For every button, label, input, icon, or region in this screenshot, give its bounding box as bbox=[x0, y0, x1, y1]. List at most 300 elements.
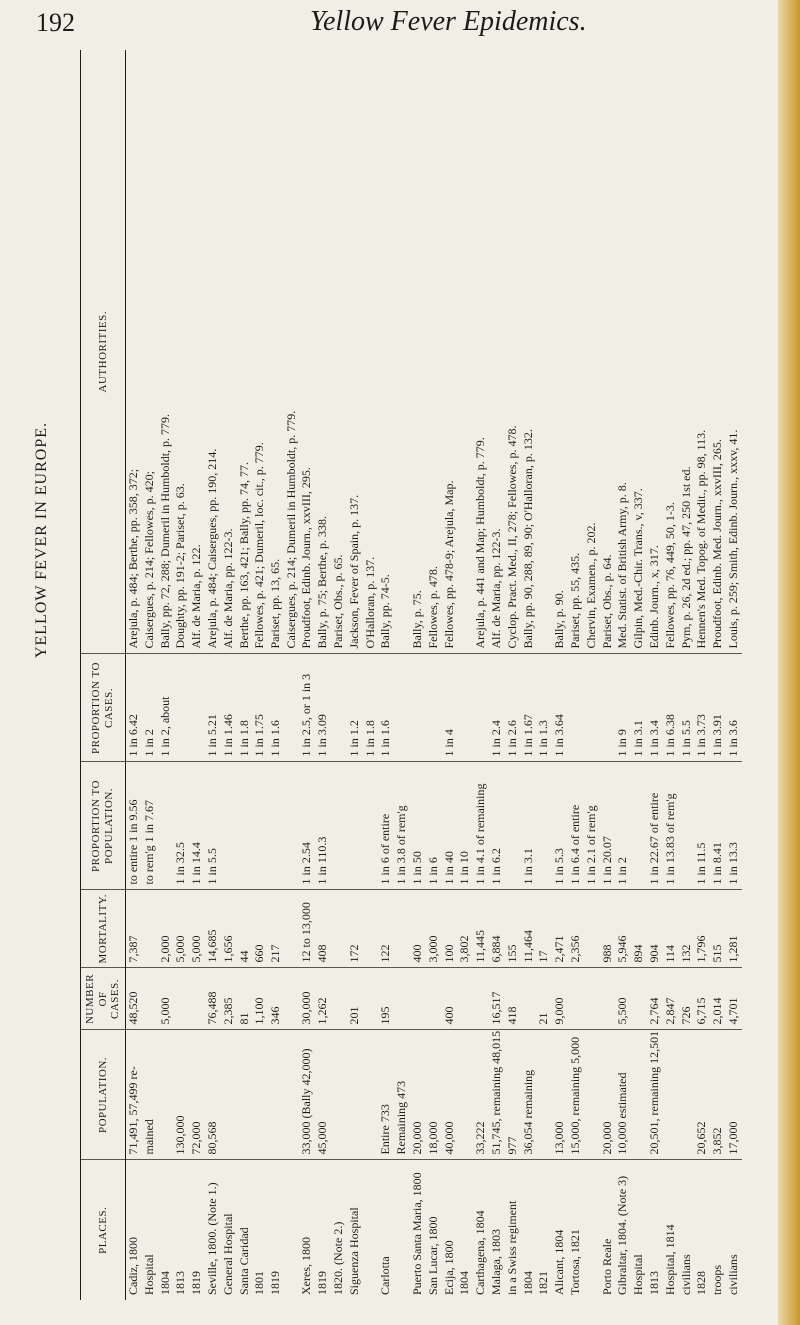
proportion-cases-cell: 1 in 3.09 bbox=[315, 654, 331, 762]
column-header: AUTHORITIES. bbox=[81, 50, 126, 654]
proportion-cases-cell: 1 in 2, about bbox=[158, 654, 174, 762]
mortality-cell: 1,796 bbox=[694, 890, 710, 968]
running-title: Yellow Fever Epidemics. bbox=[310, 6, 587, 37]
proportion-cases-cell: 1 in 1.67 bbox=[521, 654, 537, 762]
mortality-cell: 172 bbox=[347, 890, 363, 968]
table-row bbox=[158, 50, 174, 1300]
place-cell: Malaga, 1803 bbox=[488, 1229, 503, 1295]
proportion-cases-cell: 1 in 6.42 bbox=[126, 654, 142, 762]
table-row bbox=[600, 50, 616, 1300]
proportion-cases-cell: 1 in 9 bbox=[615, 654, 631, 762]
proportion-cases-cell: 1 in 1.75 bbox=[252, 654, 268, 762]
proportion-population-cell: 1 in 8.41 bbox=[710, 762, 726, 890]
population-cell: 33,000 (Bally 42,000) bbox=[299, 1030, 315, 1160]
mortality-cell: 400 bbox=[410, 890, 426, 968]
table-row bbox=[521, 50, 537, 1300]
proportion-population-cell: 1 in 3.1 bbox=[521, 762, 537, 890]
place-cell: 1821 bbox=[536, 1271, 551, 1295]
authority-cell: Med. Statist. of British Army, p. 8. bbox=[615, 50, 631, 654]
authority-cell: Fellowes, pp. 76, 449, 50, 1-3. bbox=[663, 50, 679, 654]
column-header: PROPORTION TO POPULATION. bbox=[81, 762, 126, 890]
mortality-cell: 11,445 bbox=[473, 890, 489, 968]
proportion-population-cell: 1 in 13.83 of rem'g bbox=[663, 762, 679, 890]
authority-cell: Pariset, pp. 13, 65. bbox=[268, 50, 284, 654]
proportion-cases-cell: 1 in 6.38 bbox=[663, 654, 679, 762]
proportion-cases-cell: 1 in 1.8 bbox=[363, 654, 379, 762]
proportion-cases-cell: 1 in 3.4 bbox=[647, 654, 663, 762]
population-cell bbox=[237, 1030, 253, 1160]
population-cell bbox=[221, 1030, 237, 1160]
authority-cell: Bally, p. 75. bbox=[410, 50, 426, 654]
place-cell: San Lucar, 1800 bbox=[425, 1216, 440, 1295]
table-row bbox=[221, 50, 237, 1300]
place-cell: 1819 bbox=[268, 1271, 283, 1295]
authority-cell: Arejula, p. 484; Berthe, pp. 358, 372; bbox=[126, 50, 142, 654]
column-header: MORTALITY. bbox=[81, 890, 126, 968]
authority-cell: Cyclop. Pract. Med., II, 278; Fellowes, p. 478. bbox=[505, 50, 521, 654]
cases-cell bbox=[568, 968, 584, 1030]
authority-cell: Bally, p. 90. bbox=[552, 50, 568, 654]
authority-cell: Jackson, Fever of Spain, p. 137. bbox=[347, 50, 363, 654]
population-cell bbox=[284, 1030, 299, 1160]
cases-cell bbox=[410, 968, 426, 1030]
proportion-cases-cell: 1 in 2 bbox=[142, 654, 158, 762]
place-cell: civilians bbox=[725, 1254, 740, 1295]
table-row bbox=[426, 50, 442, 1300]
place-cell bbox=[363, 1160, 379, 1300]
proportion-population-cell bbox=[679, 762, 695, 890]
proportion-population-cell: 1 in 2 bbox=[615, 762, 631, 890]
authority-cell: Fellowes, p. 478. bbox=[426, 50, 442, 654]
population-cell: 20,000 bbox=[410, 1030, 426, 1160]
proportion-cases-cell: 1 in 3.6 bbox=[726, 654, 742, 762]
table-row bbox=[237, 50, 253, 1300]
place-cell: Seville, 1800. (Note 1.) bbox=[204, 1182, 219, 1295]
proportion-cases-cell: 1 in 1.8 bbox=[237, 654, 253, 762]
authority-cell: Arejula, p. 484; Caisergues, pp. 190, 214. bbox=[205, 50, 221, 654]
authority-cell: Proudfoot, Edinb. Med. Journ., xxvIII, 265. bbox=[710, 50, 726, 654]
proportion-population-cell: 1 in 32.5 bbox=[173, 762, 189, 890]
place-cell: Carlotta bbox=[378, 1256, 393, 1295]
cases-cell: 76,488 bbox=[205, 968, 221, 1030]
proportion-population-cell: to entire 1 in 9.56 bbox=[126, 762, 142, 890]
authority-cell: Bally, pp. 90, 288, 89, 90; O'Halloran, p. 132. bbox=[521, 50, 537, 654]
proportion-population-cell: 1 in 6 bbox=[426, 762, 442, 890]
population-cell: 72,000 bbox=[189, 1030, 205, 1160]
page-number: 192 bbox=[36, 8, 75, 37]
column-header: NUMBER OF CASES. bbox=[81, 968, 126, 1030]
mortality-cell: 100 bbox=[442, 890, 458, 968]
population-cell bbox=[363, 1030, 379, 1160]
mortality-cell: 988 bbox=[600, 890, 616, 968]
proportion-cases-cell: 1 in 1.6 bbox=[378, 654, 394, 762]
proportion-population-cell: 1 in 6.4 of entire bbox=[568, 762, 584, 890]
proportion-cases-cell bbox=[584, 654, 600, 762]
population-cell: 20,652 bbox=[694, 1030, 710, 1160]
cases-cell: 2,847 bbox=[663, 968, 679, 1030]
proportion-population-cell: 1 in 6.2 bbox=[489, 762, 505, 890]
table-row bbox=[647, 50, 663, 1300]
mortality-cell: 5,000 bbox=[173, 890, 189, 968]
cases-cell: 726 bbox=[679, 968, 695, 1030]
mortality-cell: 5,946 bbox=[615, 890, 631, 968]
population-cell bbox=[252, 1030, 268, 1160]
cases-cell: 201 bbox=[347, 968, 363, 1030]
authority-cell: Fellowes, pp. 478-9; Arejula, Map. bbox=[442, 50, 458, 654]
population-cell bbox=[584, 1030, 600, 1160]
cases-cell bbox=[394, 968, 410, 1030]
population-cell bbox=[457, 1030, 473, 1160]
table-row bbox=[663, 50, 679, 1300]
place-cell bbox=[394, 1160, 410, 1300]
mortality-cell: 11,464 bbox=[521, 890, 537, 968]
proportion-cases-cell bbox=[284, 654, 299, 762]
place-cell: Xeres, 1800 bbox=[299, 1237, 314, 1295]
mortality-cell: 44 bbox=[237, 890, 253, 968]
table-row bbox=[552, 50, 568, 1300]
place-cell: Siguenza Hospital bbox=[346, 1207, 361, 1295]
cases-cell bbox=[363, 968, 379, 1030]
place-cell: Gibraltar, 1804. (Note 3) bbox=[615, 1175, 630, 1295]
authority-cell: Arejula, p. 441 and Map; Humboldt, p. 779. bbox=[473, 50, 489, 654]
authority-cell: Alf. de Maria, pp. 122-3. bbox=[489, 50, 505, 654]
cases-cell: 30,000 bbox=[299, 968, 315, 1030]
cases-cell bbox=[173, 968, 189, 1030]
table-row bbox=[252, 50, 268, 1300]
population-cell: 18,000 bbox=[426, 1030, 442, 1160]
authority-cell: Pariset, Obs., p. 64. bbox=[600, 50, 616, 654]
proportion-cases-cell: 1 in 3.64 bbox=[552, 654, 568, 762]
proportion-cases-cell: 1 in 2.4 bbox=[489, 654, 505, 762]
authority-cell: Chervin, Examen., p. 202. bbox=[584, 50, 600, 654]
proportion-population-cell: 1 in 20.07 bbox=[600, 762, 616, 890]
population-cell bbox=[679, 1030, 695, 1160]
cases-cell: 346 bbox=[268, 968, 284, 1030]
column-header: PROPORTION TO CASES. bbox=[81, 654, 126, 762]
cases-cell: 4,701 bbox=[726, 968, 742, 1030]
population-cell: 33,222 bbox=[473, 1030, 489, 1160]
table-row bbox=[710, 50, 726, 1300]
proportion-population-cell: 1 in 2.54 bbox=[299, 762, 315, 890]
mortality-cell: 122 bbox=[378, 890, 394, 968]
place-cell: General Hospital bbox=[220, 1213, 235, 1295]
authority-cell: Hennen's Med. Topog. of Medit., pp. 98, 113. bbox=[694, 50, 710, 654]
proportion-population-cell bbox=[347, 762, 363, 890]
cases-cell: 9,000 bbox=[552, 968, 568, 1030]
cases-cell: 6,715 bbox=[694, 968, 710, 1030]
proportion-population-cell: 1 in 14.4 bbox=[189, 762, 205, 890]
authority-cell bbox=[394, 50, 410, 654]
authority-cell: Edinb. Journ., x, 317. bbox=[647, 50, 663, 654]
mortality-cell: 3,802 bbox=[457, 890, 473, 968]
authority-cell: Bally, p. 75; Berthe, p. 338. bbox=[315, 50, 331, 654]
authority-cell: Alf. de Maria, p. 122. bbox=[189, 50, 205, 654]
proportion-population-cell bbox=[631, 762, 647, 890]
table-row bbox=[615, 50, 631, 1300]
place-cell: Hospital, 1814 bbox=[662, 1224, 677, 1295]
proportion-population-cell: 1 in 40 bbox=[442, 762, 458, 890]
proportion-cases-cell: 1 in 2.5, or 1 in 3 bbox=[299, 654, 315, 762]
population-cell bbox=[268, 1030, 284, 1160]
population-cell: 20,501, remaining 12,501 bbox=[647, 1030, 663, 1160]
population-cell: Entire 733 bbox=[378, 1030, 394, 1160]
cases-cell bbox=[600, 968, 616, 1030]
authority-cell: Proudfoot, Edinb. Journ., xxvIII, 295. bbox=[299, 50, 315, 654]
cases-cell: 1,100 bbox=[252, 968, 268, 1030]
table-row bbox=[410, 50, 426, 1300]
table-row bbox=[284, 50, 299, 1300]
cases-cell bbox=[284, 968, 299, 1030]
proportion-population-cell: 1 in 50 bbox=[410, 762, 426, 890]
table-row bbox=[568, 50, 584, 1300]
mortality-cell: 408 bbox=[315, 890, 331, 968]
proportion-population-cell bbox=[505, 762, 521, 890]
table-body bbox=[126, 50, 742, 1300]
proportion-population-cell bbox=[331, 762, 347, 890]
place-cell: Porto Reale bbox=[599, 1238, 614, 1295]
place-cell: 1804 bbox=[457, 1271, 472, 1295]
authority-cell: Louis, p. 259; Smith, Edinb. Journ., xxxv, 41. bbox=[726, 50, 742, 654]
cases-cell bbox=[473, 968, 489, 1030]
place-cell bbox=[284, 1160, 299, 1300]
population-cell: 80,568 bbox=[205, 1030, 221, 1160]
authority-cell: Gilpin, Med.-Chir. Trans., v, 337. bbox=[631, 50, 647, 654]
table-row bbox=[631, 50, 647, 1300]
proportion-cases-cell bbox=[457, 654, 473, 762]
table-row bbox=[473, 50, 489, 1300]
mortality-cell: 2,471 bbox=[552, 890, 568, 968]
place-cell: 1813 bbox=[173, 1271, 188, 1295]
population-cell: Remaining 473 bbox=[394, 1030, 410, 1160]
proportion-cases-cell bbox=[473, 654, 489, 762]
proportion-population-cell bbox=[536, 762, 552, 890]
cases-cell: 1,262 bbox=[315, 968, 331, 1030]
proportion-population-cell: 1 in 5.5 bbox=[205, 762, 221, 890]
proportion-population-cell bbox=[268, 762, 284, 890]
place-cell: 1819 bbox=[189, 1271, 204, 1295]
authority-cell: Pariset, pp. 55, 435. bbox=[568, 50, 584, 654]
mortality-cell: 155 bbox=[505, 890, 521, 968]
proportion-population-cell bbox=[237, 762, 253, 890]
mortality-cell: 2,000 bbox=[158, 890, 174, 968]
cases-cell: 81 bbox=[237, 968, 253, 1030]
cases-cell bbox=[584, 968, 600, 1030]
proportion-population-cell: 1 in 6 of entire bbox=[378, 762, 394, 890]
cases-cell: 400 bbox=[442, 968, 458, 1030]
table-row bbox=[679, 50, 695, 1300]
proportion-population-cell bbox=[284, 762, 299, 890]
place-cell: 1828 bbox=[694, 1271, 709, 1295]
proportion-population-cell bbox=[221, 762, 237, 890]
table-row bbox=[189, 50, 205, 1300]
proportion-population-cell bbox=[363, 762, 379, 890]
table-row bbox=[299, 50, 315, 1300]
cases-cell: 5,500 bbox=[615, 968, 631, 1030]
mortality-cell: 1,656 bbox=[221, 890, 237, 968]
data-table bbox=[80, 50, 742, 1300]
cases-cell bbox=[631, 968, 647, 1030]
table-row bbox=[142, 50, 158, 1300]
cases-cell: 2,764 bbox=[647, 968, 663, 1030]
mortality-cell bbox=[584, 890, 600, 968]
table-row bbox=[394, 50, 410, 1300]
place-cell: Ecija, 1800 bbox=[441, 1240, 456, 1295]
cases-cell bbox=[457, 968, 473, 1030]
proportion-cases-cell: 1 in 3.1 bbox=[631, 654, 647, 762]
proportion-cases-cell: 1 in 4 bbox=[442, 654, 458, 762]
population-cell: 15,000, remaining 5,000 bbox=[568, 1030, 584, 1160]
place-cell: Puerto Santa Maria, 1800 bbox=[409, 1172, 424, 1295]
place-cell: Santa Caridad bbox=[236, 1227, 251, 1295]
proportion-cases-cell: 1 in 5.5 bbox=[679, 654, 695, 762]
population-cell: 977 bbox=[505, 1030, 521, 1160]
table-row bbox=[315, 50, 331, 1300]
authority-cell bbox=[457, 50, 473, 654]
authority-cell: Alf. de Maria, pp. 122-3. bbox=[221, 50, 237, 654]
table-row bbox=[173, 50, 189, 1300]
proportion-cases-cell: 1 in 1.3 bbox=[536, 654, 552, 762]
authority-cell: Bally, pp. 72, 288; Dumeril in Humboldt, p. 779. bbox=[158, 50, 174, 654]
mortality-cell: 114 bbox=[663, 890, 679, 968]
population-cell: 13,000 bbox=[552, 1030, 568, 1160]
cases-cell: 195 bbox=[378, 968, 394, 1030]
authority-cell bbox=[536, 50, 552, 654]
population-cell: 20,000 bbox=[600, 1030, 616, 1160]
place-cell: Tortosa, 1821 bbox=[567, 1229, 582, 1295]
table-row bbox=[378, 50, 394, 1300]
place-cell: 1801 bbox=[252, 1271, 267, 1295]
authority-cell: Fellowes, p. 421; Dumeril, loc. cit., p. 779. bbox=[252, 50, 268, 654]
mortality-cell: 2,356 bbox=[568, 890, 584, 968]
proportion-population-cell: 1 in 11.5 bbox=[694, 762, 710, 890]
authority-cell: Doughty, pp. 191-2; Pariset, p. 63. bbox=[173, 50, 189, 654]
authority-cell: Berthe, pp. 163, 421; Bally, pp. 74, 77. bbox=[237, 50, 253, 654]
population-cell: 40,000 bbox=[442, 1030, 458, 1160]
mortality-cell: 5,000 bbox=[189, 890, 205, 968]
place-cell: in a Swiss regiment bbox=[504, 1200, 519, 1295]
table-row bbox=[536, 50, 552, 1300]
cases-cell bbox=[189, 968, 205, 1030]
population-cell bbox=[536, 1030, 552, 1160]
table-row bbox=[126, 50, 142, 1300]
population-cell bbox=[158, 1030, 174, 1160]
proportion-population-cell: 1 in 5.3 bbox=[552, 762, 568, 890]
place-cell: Cadiz, 1800 bbox=[126, 1237, 140, 1295]
proportion-population-cell: 1 in 2.1 of rem'g bbox=[584, 762, 600, 890]
mortality-cell bbox=[142, 890, 158, 968]
place-cell: Alicant, 1804 bbox=[552, 1229, 567, 1295]
place-cell: 1820. (Note 2.) bbox=[331, 1221, 345, 1295]
proportion-cases-cell: 1 in 2.6 bbox=[505, 654, 521, 762]
place-cell: Carthagena, 1804 bbox=[473, 1210, 488, 1295]
table-header-row bbox=[81, 50, 126, 1300]
authority-cell: O'Halloran, p. 137. bbox=[363, 50, 379, 654]
cases-cell: 418 bbox=[505, 968, 521, 1030]
proportion-cases-cell bbox=[394, 654, 410, 762]
mortality-cell: 894 bbox=[631, 890, 647, 968]
table-row bbox=[726, 50, 742, 1300]
mortality-cell: 660 bbox=[252, 890, 268, 968]
table-row bbox=[694, 50, 710, 1300]
mortality-cell: 14,685 bbox=[205, 890, 221, 968]
population-cell: 36,054 remaining bbox=[521, 1030, 537, 1160]
cases-cell bbox=[426, 968, 442, 1030]
cases-cell: 48,520 bbox=[126, 968, 142, 1030]
mortality-cell: 17 bbox=[536, 890, 552, 968]
table-row bbox=[347, 50, 363, 1300]
table-row bbox=[505, 50, 521, 1300]
cases-cell: 2,385 bbox=[221, 968, 237, 1030]
authority-cell: Bally, pp. 74-5. bbox=[378, 50, 394, 654]
mortality-cell: 6,884 bbox=[489, 890, 505, 968]
mortality-cell bbox=[363, 890, 379, 968]
proportion-population-cell: to rem'g 1 in 7.67 bbox=[142, 762, 158, 890]
table-row bbox=[584, 50, 600, 1300]
proportion-cases-cell bbox=[600, 654, 616, 762]
cases-cell bbox=[521, 968, 537, 1030]
cases-cell: 16,517 bbox=[489, 968, 505, 1030]
proportion-cases-cell: 1 in 5.21 bbox=[205, 654, 221, 762]
table-row bbox=[442, 50, 458, 1300]
proportion-cases-cell bbox=[331, 654, 347, 762]
authority-cell: Caisergues, p. 214; Dumeril in Humboldt, p. 779. bbox=[284, 50, 299, 654]
yellow-fever-table bbox=[80, 50, 740, 1300]
population-cell: 51,745, remaining 48,015 bbox=[489, 1030, 505, 1160]
mortality-cell: 132 bbox=[679, 890, 695, 968]
column-header: POPULATION. bbox=[81, 1030, 126, 1160]
book-spine-edge bbox=[778, 0, 800, 1325]
place-cell: troops bbox=[710, 1265, 725, 1295]
place-cell: Hospital bbox=[141, 1254, 156, 1295]
cases-cell: 21 bbox=[536, 968, 552, 1030]
population-cell bbox=[331, 1030, 347, 1160]
place-cell: 1804 bbox=[157, 1271, 172, 1295]
proportion-cases-cell bbox=[189, 654, 205, 762]
place-cell: 1819 bbox=[315, 1271, 330, 1295]
table-row bbox=[457, 50, 473, 1300]
place-cell: Hospital bbox=[631, 1254, 646, 1295]
proportion-cases-cell: 1 in 1.2 bbox=[347, 654, 363, 762]
proportion-population-cell: 1 in 4.1 of remaining bbox=[473, 762, 489, 890]
population-cell: 71,491, 57,499 re- bbox=[126, 1030, 142, 1160]
mortality-cell: 12 to 13,000 bbox=[299, 890, 315, 968]
proportion-cases-cell bbox=[426, 654, 442, 762]
table-row bbox=[205, 50, 221, 1300]
proportion-cases-cell: 1 in 1.46 bbox=[221, 654, 237, 762]
proportion-population-cell: 1 in 3.8 of rem'g bbox=[394, 762, 410, 890]
mortality-cell bbox=[394, 890, 410, 968]
population-cell: 130,000 bbox=[173, 1030, 189, 1160]
place-cell: 1813 bbox=[646, 1271, 661, 1295]
mortality-cell: 7,387 bbox=[126, 890, 142, 968]
proportion-population-cell bbox=[158, 762, 174, 890]
population-cell bbox=[631, 1030, 647, 1160]
place-cell bbox=[584, 1160, 600, 1300]
proportion-population-cell: 1 in 22.67 of entire bbox=[647, 762, 663, 890]
place-cell: 1804 bbox=[520, 1271, 535, 1295]
population-cell: 17,000 bbox=[726, 1030, 742, 1160]
authority-cell: Caisergues, p. 214; Fellowes, p. 420; bbox=[142, 50, 158, 654]
proportion-cases-cell bbox=[410, 654, 426, 762]
table-row bbox=[363, 50, 379, 1300]
mortality-cell bbox=[284, 890, 299, 968]
population-cell: mained bbox=[142, 1030, 158, 1160]
table-row bbox=[331, 50, 347, 1300]
mortality-cell: 515 bbox=[710, 890, 726, 968]
proportion-cases-cell: 1 in 3.73 bbox=[694, 654, 710, 762]
population-cell: 10,000 estimated bbox=[615, 1030, 631, 1160]
proportion-cases-cell: 1 in 3.91 bbox=[710, 654, 726, 762]
